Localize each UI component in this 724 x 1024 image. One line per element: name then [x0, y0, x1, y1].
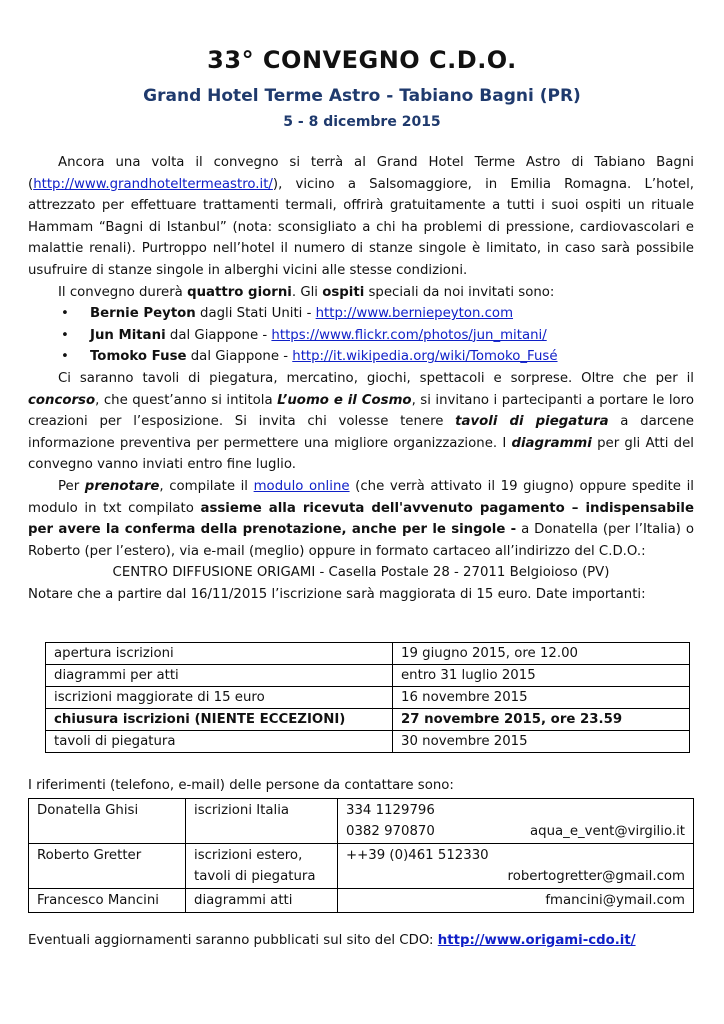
folding-tables-word: tavoli di piegatura [455, 414, 609, 430]
contact-phone: 334 1129796 [346, 803, 435, 818]
date-label: tavoli di piegatura [46, 731, 393, 753]
contact-phone: 0382 970870 [346, 824, 435, 839]
footer-text: Eventuali aggiornamenti saranno pubblicati sul sito del CDO: [28, 933, 438, 948]
date-label: iscrizioni maggiorate di 15 euro [46, 687, 393, 709]
booking-text: (che verrà attivato il 19 giugno) oppure spedite il modulo in txt compilato [28, 478, 694, 516]
contact-role-line: iscrizioni estero, [194, 848, 303, 863]
guest-link[interactable]: http://www.berniepeyton.com [315, 306, 514, 322]
duration-text: Il convegno durerà [58, 284, 188, 300]
contact-role-line: tavoli di piegatura [194, 869, 316, 884]
contact-name: Francesco Mancini [29, 889, 186, 913]
date-value: entro 31 luglio 2015 [393, 665, 690, 687]
activities-text: a darcene informazione preventiva per permettere una migliore organizzazione. I [28, 414, 694, 451]
intro-paragraph [28, 152, 694, 282]
date-value: 19 giugno 2015, ore 12.00 [393, 643, 690, 665]
guest-origin: dal Giappone - [165, 327, 272, 343]
cdo-site-link[interactable]: http://www.origami-cdo.it/ [437, 933, 636, 948]
activities-text: , si invitano i partecipanti a portare le loro creazioni per l’esposizione. Si invita chi volesse tenere [28, 392, 694, 430]
hotel-link[interactable]: http://www.grandhoteltermeastro.it/ [33, 176, 273, 192]
booking-text: a Donatella (per l’Italia) o Roberto (per l’estero), via e-mail (meglio) oppure in formato cartaceo all’indirizzo del C.D.O.: [28, 522, 694, 559]
online-form-link[interactable]: modulo online [253, 478, 350, 494]
page-title: 33° CONVEGNO C.D.O. [207, 46, 517, 74]
venue-subtitle: Grand Hotel Terme Astro - Tabiano Bagni (PR) [143, 86, 581, 106]
activities-text: Ci saranno tavoli di piegatura, mercatino, giochi, spettacoli e sorprese. Oltre che per il [58, 370, 694, 386]
book-word: prenotare [84, 478, 160, 494]
list-item [28, 303, 694, 325]
table-row [46, 709, 690, 731]
contact-name: Roberto Gretter [29, 844, 186, 889]
guests-word: ospiti [322, 284, 365, 300]
list-item [28, 346, 694, 368]
table-row [29, 844, 694, 889]
date-value: 30 novembre 2015 [393, 731, 690, 753]
price-notice: Notare che a partire dal 16/11/2015 l’iscrizione sarà maggiorata di 15 euro. Date importanti: [28, 586, 646, 602]
contact-email: robertogretter@gmail.com [507, 869, 685, 884]
guest-list [28, 303, 694, 368]
contact-phone: ++39 (0)461 512330 [346, 848, 489, 863]
contacts-table [28, 798, 694, 913]
booking-text: Per [58, 478, 85, 494]
contest-word: concorso [28, 392, 96, 408]
important-dates-table [45, 642, 690, 753]
booking-text: , compilate il [159, 478, 254, 494]
contact-role [186, 889, 338, 913]
document-body [28, 152, 694, 605]
contact-line [346, 821, 685, 842]
guest-origin: dal Giappone - [186, 349, 293, 365]
contact-role [186, 844, 338, 889]
date-value: 27 novembre 2015, ore 23.59 [393, 709, 690, 731]
contact-email: fmancini@ymail.com [545, 893, 685, 908]
contact-email: aqua_e_vent@virgilio.it [530, 824, 685, 839]
booking-paragraph [28, 476, 694, 562]
guest-origin: dagli Stati Uniti - [195, 306, 316, 322]
duration-paragraph [28, 282, 694, 304]
date-label: chiusura iscrizioni (NIENTE ECCEZIONI) [46, 709, 393, 731]
table-row [29, 889, 694, 913]
contact-details [338, 889, 694, 913]
date-value: 16 novembre 2015 [393, 687, 690, 709]
contest-title: L’uomo e il Cosmo [277, 392, 412, 408]
table-row [46, 643, 690, 665]
guest-link[interactable]: https://www.flickr.com/photos/jun_mitani/ [271, 327, 547, 343]
postal-address: CENTRO DIFFUSIONE ORIGAMI - Casella Postale 28 - 27011 Belgioioso (PV) [112, 565, 610, 581]
intro-text-b: ), vicino a Salsomaggiore, in Emilia Romagna. L’hotel, attrezzato per effettuare trattamenti termali, offrirà gratuitamente a tutti i suoi ospiti un rituale Hammam “Bagni di Istanbul” (nota: sconsigliato a chi ha problemi di pressione, cardiovascolari e malattie renali). Purtroppo nell’hotel il numero di stanze singole è limitato, in caso sarà possibile usufruire di stanze singole in alberghi vicini alle stesse condizioni. [28, 176, 694, 278]
footer-note [28, 933, 636, 948]
date-label: apertura iscrizioni [46, 643, 393, 665]
activities-text: per gli Atti del convegno vanno inviati entro fine luglio. [28, 435, 694, 473]
contact-role-line: diagrammi atti [194, 893, 293, 908]
list-item [28, 325, 694, 347]
diagrams-word: diagrammi [511, 435, 592, 451]
event-date: 5 - 8 dicembre 2015 [283, 114, 441, 130]
date-label: diagrammi per atti [46, 665, 393, 687]
guest-link[interactable]: http://it.wikipedia.org/wiki/Tomoko_Fusé [292, 349, 558, 365]
guest-name: Bernie Peyton [90, 306, 196, 322]
guest-name: Jun Mitani [90, 327, 166, 343]
duration-days: quattro giorni [187, 284, 292, 300]
contact-details [338, 799, 694, 844]
table-row [29, 799, 694, 844]
contact-role [186, 799, 338, 844]
table-row [46, 731, 690, 753]
activities-paragraph [28, 368, 694, 476]
contact-role-line: iscrizioni Italia [194, 803, 290, 818]
contact-name: Donatella Ghisi [29, 799, 186, 844]
activities-text: , che quest’anno si intitola [95, 392, 278, 408]
duration-text: speciali da noi invitati sono: [364, 284, 555, 300]
contacts-intro: I riferimenti (telefono, e-mail) delle persone da contattare sono: [28, 778, 454, 793]
intro-text-a: Ancora una volta il convegno si terrà al Grand Hotel Terme Astro di Tabiano Bagni ( [28, 155, 694, 192]
duration-text: . Gli [291, 284, 323, 300]
table-row [46, 687, 690, 709]
booking-requirement: assieme alla ricevuta dell'avvenuto pagamento – indispensabile per avere la conferma della prenotazione, anche per le singole - [28, 500, 694, 538]
contact-details [338, 844, 694, 889]
guest-name: Tomoko Fuse [90, 349, 187, 365]
table-row [46, 665, 690, 687]
